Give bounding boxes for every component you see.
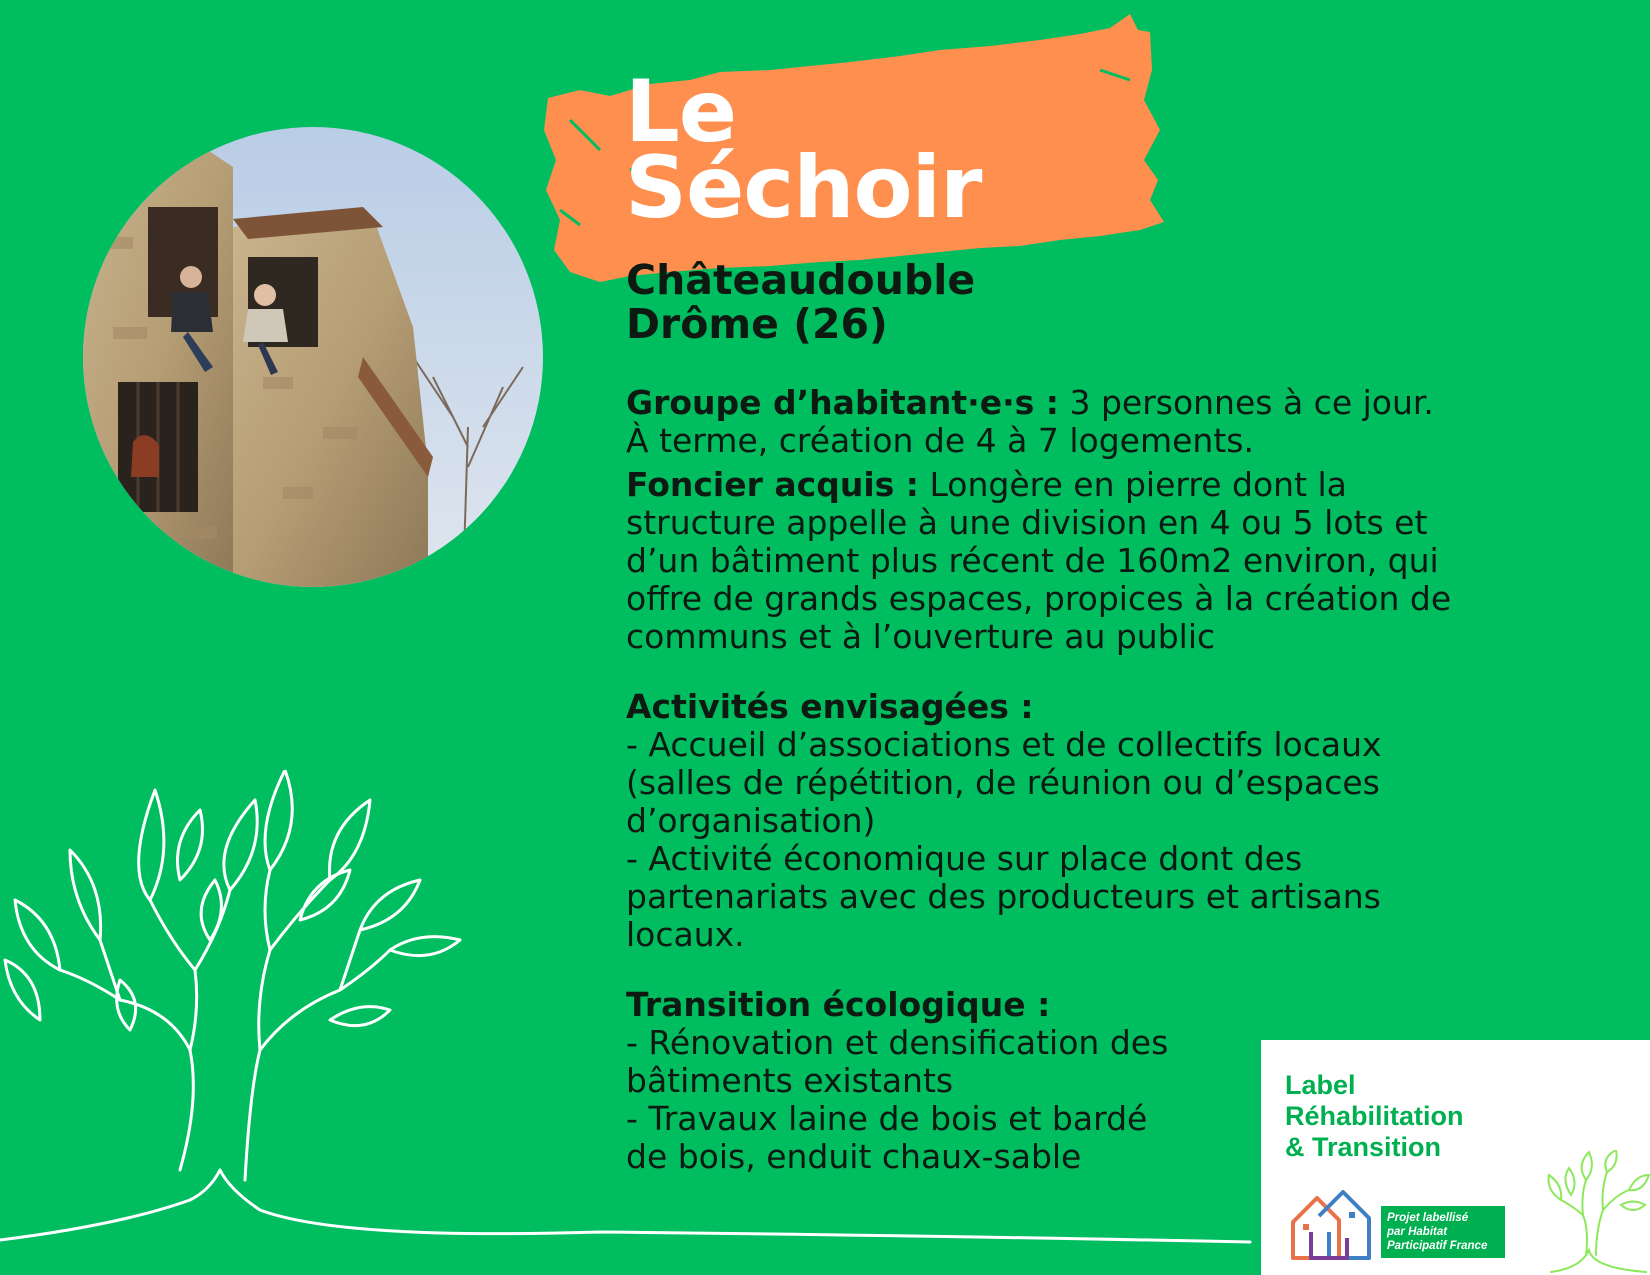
- section-foncier: [626, 466, 1506, 656]
- foncier-text-3: d’un bâtiment plus récent de 160m2 environ, qui: [626, 541, 1439, 580]
- activites-line-5: partenariats avec des producteurs et artisans: [626, 877, 1381, 916]
- title-line-2: Séchoir: [625, 138, 982, 238]
- activites-line-6: locaux.: [626, 915, 745, 954]
- project-photo: [83, 127, 543, 587]
- activites-line-1: - Accueil d’associations et de collectifs locaux: [626, 725, 1382, 764]
- groupe-label: Groupe d’habitant·e·s :: [626, 383, 1059, 422]
- transition-line-3: - Travaux laine de bois et bardé: [626, 1099, 1148, 1138]
- label-badge: [1381, 1206, 1505, 1258]
- badge-line-3: Participatif France: [1387, 1240, 1488, 1252]
- badge-line-2: par Habitat: [1387, 1226, 1448, 1238]
- label-title: [1285, 1070, 1464, 1163]
- section-groupe: [626, 384, 1506, 460]
- activites-line-3: d’organisation): [626, 801, 876, 840]
- title-line-1: Le: [625, 62, 737, 162]
- groupe-text-1: 3 personnes à ce jour.: [1058, 383, 1434, 422]
- transition-label: Transition écologique :: [626, 985, 1051, 1024]
- foncier-label: Foncier acquis :: [626, 465, 919, 504]
- small-tree-icon: [1541, 1150, 1650, 1275]
- activites-line-4: - Activité économique sur place dont des: [626, 839, 1303, 878]
- activites-label: Activités envisagées :: [626, 687, 1034, 726]
- groupe-text-2: À terme, création de 4 à 7 logements.: [626, 421, 1254, 460]
- label-title-line-3: & Transition: [1285, 1132, 1442, 1162]
- label-title-line-2: Réhabilitation: [1285, 1101, 1464, 1131]
- label-title-line-1: Label: [1285, 1070, 1356, 1100]
- transition-line-2: bâtiments existants: [626, 1061, 954, 1100]
- project-title: [625, 62, 982, 238]
- foncier-text-5: communs et à l’ouverture au public: [626, 617, 1216, 656]
- foncier-text-1: Longère en pierre dont la: [918, 465, 1347, 504]
- transition-line-4: de bois, enduit chaux-sable: [626, 1137, 1082, 1176]
- foncier-text-2: structure appelle à une division en 4 ou 5 lots et: [626, 503, 1428, 542]
- location-town: Châteaudouble: [626, 256, 976, 304]
- activites-line-2: (salles de répétition, de réunion ou d’espaces: [626, 763, 1380, 802]
- transition-line-1: - Rénovation et densification des: [626, 1023, 1169, 1062]
- house-outline-icon: [1289, 1182, 1373, 1262]
- foncier-text-4: offre de grands espaces, propices à la création de: [626, 579, 1452, 618]
- location-department: Drôme (26): [626, 300, 888, 348]
- badge-line-1: Projet labellisé: [1387, 1212, 1469, 1224]
- tree-line-art-icon: [0, 770, 1260, 1275]
- project-location: [626, 258, 975, 346]
- label-card: [1255, 1040, 1650, 1275]
